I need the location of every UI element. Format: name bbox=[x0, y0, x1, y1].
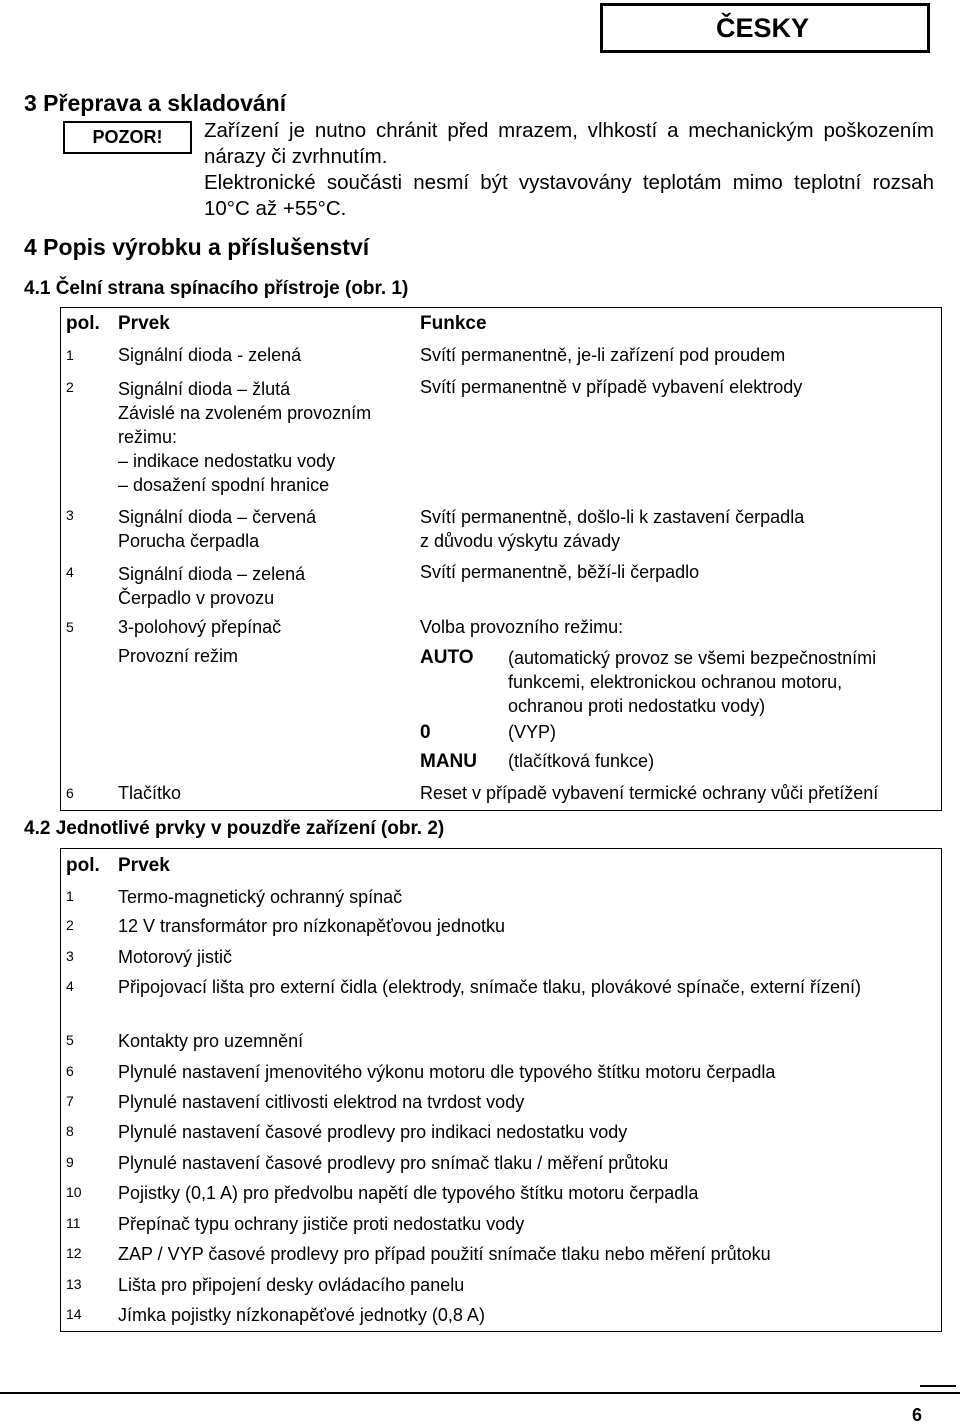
row-item: – indikace nedostatku vody bbox=[118, 450, 336, 471]
table-row bbox=[61, 1209, 942, 1239]
row-item: – dosažení spodní hranice bbox=[118, 474, 330, 495]
row-pos: 10 bbox=[66, 1183, 82, 1200]
row-pos: 12 bbox=[66, 1244, 82, 1261]
table-row bbox=[61, 1270, 942, 1300]
language-label: ČESKY bbox=[600, 3, 930, 53]
table-row bbox=[61, 557, 942, 612]
section-4-2-heading: 4.2 Jednotlivé prvky v pouzdře zařízení (obr. 2) bbox=[24, 818, 445, 839]
row-item: Závislé na zvoleném provozním bbox=[118, 402, 372, 423]
row-item: Plynulé nastavení časové prodlevy pro indikaci nedostatku vody bbox=[118, 1121, 628, 1142]
row-pos: 4 bbox=[66, 977, 74, 994]
table-row bbox=[61, 882, 942, 911]
row-item: Jímka pojistky nízkonapěťové jednotky (0,8 A) bbox=[118, 1304, 485, 1325]
table-row bbox=[61, 340, 942, 372]
mode-desc: (tlačítková funkce) bbox=[508, 750, 655, 771]
row-item: ZAP / VYP časové prodlevy pro případ použití snímače tlaku nebo měření průtoku bbox=[118, 1243, 771, 1264]
mode-key-auto: AUTO bbox=[420, 646, 474, 668]
table-row bbox=[61, 1117, 942, 1148]
row-item: Připojovací lišta pro externí čidla (elektrody, snímače tlaku, plovákové spínače, externí řízení) bbox=[118, 976, 862, 997]
row-pos: 9 bbox=[66, 1153, 74, 1170]
row-item: Termo-magnetický ochranný spínač bbox=[118, 886, 403, 907]
row-item: Pojistky (0,1 A) pro předvolbu napětí dle typového štítku motoru čerpadla bbox=[118, 1182, 699, 1203]
housing-elements-table bbox=[60, 848, 942, 1332]
row-pos: 1 bbox=[66, 346, 74, 363]
mode-desc: (automatický provoz se všemi bezpečnostními bbox=[508, 647, 877, 668]
row-item: Plynulé nastavení jmenovitého výkonu motoru dle typového štítku motoru čerpadla bbox=[118, 1061, 776, 1082]
column-header-item: Prvek bbox=[118, 313, 170, 334]
row-item: režimu: bbox=[118, 426, 178, 447]
table-row bbox=[61, 942, 942, 972]
row-pos: 3 bbox=[66, 506, 74, 523]
page-number: 6 bbox=[912, 1405, 923, 1425]
row-pos: 7 bbox=[66, 1092, 74, 1109]
table-header-row bbox=[61, 308, 942, 340]
mode-row bbox=[61, 642, 942, 718]
row-pos: 4 bbox=[66, 563, 74, 580]
row-pos: 11 bbox=[66, 1214, 81, 1231]
row-item: Lišta pro připojení desky ovládacího panelu bbox=[118, 1274, 465, 1295]
table-row bbox=[61, 1239, 942, 1270]
table-header-row bbox=[61, 849, 942, 882]
table-row bbox=[61, 972, 942, 1026]
row-item: 3-polohový přepínač bbox=[118, 616, 282, 637]
table-row bbox=[61, 612, 942, 642]
footer-dash bbox=[920, 1385, 956, 1387]
row-function: Svítí permanentně v případě vybavení elektrody bbox=[420, 376, 803, 397]
warning-line: Zařízení je nutno chránit před mrazem, vlhkostí a mechanickým poškozením nárazy či zvrhnutím. bbox=[204, 119, 934, 168]
row-item: Kontakty pro uzemnění bbox=[118, 1030, 304, 1051]
row-pos: 14 bbox=[66, 1305, 82, 1322]
row-function: Svítí permanentně, běží-li čerpadlo bbox=[420, 561, 700, 582]
row-item: Plynulé nastavení citlivosti elektrod na tvrdost vody bbox=[118, 1091, 525, 1112]
row-pos: 6 bbox=[66, 784, 74, 801]
row-item: Porucha čerpadla bbox=[118, 530, 260, 551]
mode-desc: (VYP) bbox=[508, 721, 557, 742]
row-item: Signální dioda – žlutá bbox=[118, 378, 291, 399]
mode-key-off: 0 bbox=[420, 721, 431, 743]
row-item: Signální dioda – červená bbox=[118, 506, 317, 527]
table-row bbox=[61, 1178, 942, 1209]
table-row bbox=[61, 372, 942, 500]
column-header-item: Prvek bbox=[118, 855, 170, 876]
table-row bbox=[61, 1087, 942, 1117]
row-item: Plynulé nastavení časové prodlevy pro snímač tlaku / měření průtoku bbox=[118, 1152, 669, 1173]
footer-rule bbox=[0, 1392, 960, 1394]
section-4-heading: 4 Popis výrobku a příslušenství bbox=[24, 234, 370, 260]
section-4-1-heading: 4.1 Čelní strana spínacího přístroje (obr. 1) bbox=[24, 278, 409, 299]
row-function: Svítí permanentně, došlo-li k zastavení čerpadla bbox=[420, 506, 805, 527]
warning-line: Elektronické součásti nesmí být vystavovány teplotám mimo teplotní rozsah 10°C až +55°C. bbox=[204, 171, 934, 220]
column-header-function: Funkce bbox=[420, 313, 487, 334]
row-pos: 13 bbox=[66, 1275, 82, 1292]
mode-key-manu: MANU bbox=[420, 750, 477, 772]
row-item: Motorový jistič bbox=[118, 946, 233, 967]
column-header-pos: pol. bbox=[66, 313, 100, 334]
row-item: 12 V transformátor pro nízkonapěťovou jednotku bbox=[118, 915, 505, 936]
row-pos: 5 bbox=[66, 618, 74, 635]
row-pos: 3 bbox=[66, 947, 74, 964]
section-3-heading: 3 Přeprava a skladování bbox=[24, 90, 287, 116]
mode-row bbox=[61, 718, 942, 749]
mode-desc: funkcemi, elektronickou ochranou motoru, bbox=[508, 671, 843, 692]
warning-text bbox=[204, 118, 934, 222]
row-item: Tlačítko bbox=[118, 782, 182, 803]
warning-badge: POZOR! bbox=[63, 121, 192, 154]
row-pos: 1 bbox=[66, 887, 74, 904]
table-row bbox=[61, 1148, 942, 1178]
row-pos: 5 bbox=[66, 1031, 74, 1048]
row-function: Volba provozního režimu: bbox=[420, 616, 624, 637]
row-item: Signální dioda – zelená bbox=[118, 563, 306, 584]
row-pos: 8 bbox=[66, 1122, 74, 1139]
mode-item-label: Provozní režim bbox=[118, 645, 239, 666]
table-row bbox=[61, 1026, 942, 1057]
row-pos: 2 bbox=[66, 378, 74, 395]
mode-row bbox=[61, 749, 942, 780]
row-item: Přepínač typu ochrany jističe proti nedostatku vody bbox=[118, 1213, 525, 1234]
row-item: Signální dioda - zelená bbox=[118, 344, 302, 365]
row-item: Čerpadlo v provozu bbox=[118, 587, 275, 608]
table-row bbox=[61, 500, 942, 557]
table-row bbox=[61, 1300, 942, 1332]
column-header-pos: pol. bbox=[66, 855, 100, 876]
front-panel-table bbox=[60, 307, 942, 811]
row-pos: 2 bbox=[66, 916, 74, 933]
row-function: Svítí permanentně, je-li zařízení pod proudem bbox=[420, 344, 786, 365]
row-function: z důvodu výskytu závady bbox=[420, 530, 621, 551]
table-row bbox=[61, 911, 942, 942]
row-function: Reset v případě vybavení termické ochrany vůči přetížení bbox=[420, 782, 879, 803]
mode-desc: ochranou proti nedostatku vody) bbox=[508, 695, 766, 716]
table-row bbox=[61, 1057, 942, 1087]
table-row bbox=[61, 780, 942, 811]
row-pos: 6 bbox=[66, 1062, 74, 1079]
